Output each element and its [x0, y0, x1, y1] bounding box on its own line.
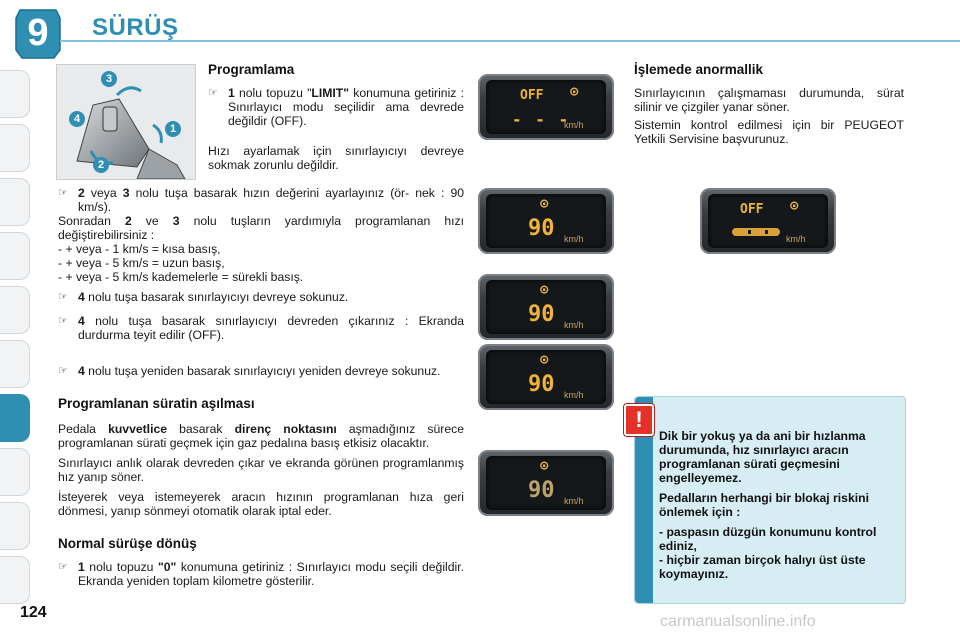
text-bold: kuvvetlice: [108, 422, 168, 436]
display-dashes: - - -: [512, 110, 571, 129]
key-number: 4: [78, 314, 85, 328]
display-unit: km/h: [564, 390, 584, 400]
callout-3: 3: [101, 71, 117, 87]
section-programlama: [208, 62, 464, 172]
bullet-devreden: [58, 314, 464, 342]
display-speed: 90: [528, 302, 555, 327]
key-number: 3: [122, 186, 130, 200]
warning-item: - paspasın düzgün konumunu kontrol ediniz,: [659, 525, 877, 553]
key-number: 4: [78, 290, 85, 304]
display-off-label: OFF: [520, 88, 544, 103]
chapter-number: 9: [27, 12, 49, 54]
pointing-hand-icon: ☞: [58, 187, 68, 199]
section-tab-5[interactable]: [0, 286, 30, 334]
display-fault: [700, 188, 836, 254]
text: Sonradan: [58, 214, 125, 228]
display-90-b: [478, 274, 614, 340]
para-asilmasi-1: [58, 422, 464, 450]
pointing-hand-icon: ☞: [58, 561, 68, 573]
display-unit: km/h: [564, 234, 584, 244]
display-speed-flashing: 90: [528, 478, 555, 503]
section-tab-8[interactable]: [0, 448, 30, 496]
limiter-icon: ⊙: [540, 196, 549, 212]
left-column: [58, 186, 464, 588]
text: ve: [131, 214, 173, 228]
text: konumuna getiriniz : Sınırlayıcı modu seçili değildir. Ekranda yeniden toplam kilometre gösterilir.: [78, 560, 464, 588]
key-number: 1: [228, 86, 235, 100]
text: Pedala: [58, 422, 109, 436]
heading-anormallik: İşlemede anormallik: [634, 62, 764, 77]
key-number: 1: [78, 560, 85, 574]
display-screen: [708, 194, 828, 248]
limiter-icon: ⊙: [540, 352, 549, 368]
display-90-a: [478, 188, 614, 254]
display-90-flashing: [478, 450, 614, 516]
limiter-icon: ⊙: [540, 282, 549, 298]
pointing-hand-icon: ☞: [58, 291, 68, 303]
display-fault-dashes: [732, 228, 780, 236]
key-number: 4: [78, 364, 85, 378]
para-anormallik-2: Sistemin kontrol edilmesi için bir PEUGEOT Yetkili Servisine başvurunuz.: [634, 118, 904, 146]
pointing-hand-icon: ☞: [58, 315, 68, 327]
section-tab-3[interactable]: [0, 178, 30, 226]
text: nolu tuşa yeniden basarak sınırlayıcıyı yeniden devreye sokunuz.: [84, 364, 441, 378]
limiter-icon: ⊙: [570, 84, 579, 100]
section-tab-7-active[interactable]: [0, 394, 30, 442]
para-programlama: Hızı ayarlamak için sınırlayıcıyı devreye sokmak zorunlu değildir.: [208, 144, 464, 172]
heading-programlama: Programlama: [208, 62, 295, 77]
display-off-label: OFF: [740, 202, 764, 217]
display-speed: 90: [528, 372, 555, 397]
text: nolu topuzu ": [234, 86, 312, 100]
text-bold: "0": [157, 560, 177, 574]
text-bold: LIMIT": [311, 86, 350, 100]
warning-para-1: Dik bir yokuş ya da ani bir hızlanma durumunda, hız sınırlayıcı aracın programlanan sürati geçmesini engelleyemez.: [659, 429, 866, 485]
para-asilmasi-2: Sınırlayıcı anlık olarak devreden çıkar ve ekranda görünen programlanmış hız yanıp söner.: [58, 456, 464, 484]
bullet-programlama-1: [208, 86, 464, 128]
callout-2: 2: [93, 157, 109, 173]
bullet-devreye: [58, 290, 464, 304]
text: nolu tuşa basarak sınırlayıcıyı devreden çıkarınız : Ekranda durdurma teyit edilir (OFF).: [78, 314, 464, 342]
warning-item: - hiçbir zaman birçok halıyı üst üste koymayınız.: [659, 553, 866, 581]
page-number: 124: [20, 604, 47, 621]
limiter-icon: ⊙: [540, 458, 549, 474]
display-off: [478, 74, 614, 140]
text: nolu tuşa basarak sınırlayıcıyı devreye sokunuz.: [84, 290, 349, 304]
para-asilmasi-3: İsteyerek veya istemeyerek aracın hızının programlanan hıza geri dönmesi, yanıp sönmeyi otomatik olarak iptal eder.: [58, 490, 464, 518]
section-tab-4[interactable]: [0, 232, 30, 280]
warning-box: [634, 396, 906, 604]
section-anormallik: [634, 62, 904, 146]
warning-icon: !: [624, 404, 654, 436]
header-rule: [60, 40, 960, 42]
chapter-badge: [14, 8, 62, 60]
warning-text: [659, 429, 897, 581]
display-unit: km/h: [564, 120, 584, 130]
text-bold: direnç noktasını: [234, 422, 337, 436]
watermark: carmanualsonline.info: [660, 613, 816, 630]
pointing-hand-icon: ☞: [208, 87, 218, 99]
section-tab-2[interactable]: [0, 124, 30, 172]
text: basarak: [167, 422, 235, 436]
text: nolu tuşların yardımıyla programlanan hızı değiştirebilirsiniz :: [58, 214, 464, 242]
list-item: - + veya - 1 km/s = kısa basış,: [58, 242, 221, 256]
text: nolu tuşa basarak hızın değerini ayarlayınız (ör- nek : 90 km/s).: [78, 186, 464, 214]
page-title: SÜRÜŞ: [92, 14, 179, 41]
callout-4: 4: [69, 111, 85, 127]
display-unit: km/h: [564, 320, 584, 330]
bullet-ayar: [58, 186, 464, 214]
bullet-normal: [58, 560, 464, 588]
para-sonradan: [58, 214, 464, 242]
limiter-icon: ⊙: [790, 198, 799, 214]
key-number: 2: [124, 214, 132, 228]
text: konumuna getiriniz : Sınırlayıcı modu seçilidir ama devrede değildir (OFF).: [228, 86, 464, 128]
heading-asilmasi: Programlanan süratin aşılması: [58, 396, 255, 411]
warning-para-2: Pedalların herhangi bir blokaj riskini önlemek için :: [659, 491, 869, 519]
display-unit: km/h: [786, 234, 806, 244]
list-item: - + veya - 5 km/s = uzun basış,: [58, 256, 225, 270]
key-number: 3: [172, 214, 180, 228]
text: veya: [84, 186, 123, 200]
para-anormallik-1: Sınırlayıcının çalışmaması durumunda, sürat silinir ve çizgiler yanar söner.: [634, 86, 904, 114]
section-tab-1[interactable]: [0, 70, 30, 118]
section-tab-6[interactable]: [0, 340, 30, 388]
display-unit: km/h: [564, 496, 584, 506]
callout-1: 1: [165, 121, 181, 137]
heading-normal: Normal sürüşe dönüş: [58, 536, 197, 551]
display-speed: 90: [528, 216, 555, 241]
section-tab-9[interactable]: [0, 502, 30, 550]
text: nolu topuzu: [84, 560, 158, 574]
bullet-yeniden: [58, 364, 464, 378]
limiter-stalk-illustration: [56, 64, 196, 180]
key-number: 2: [78, 186, 85, 200]
section-tab-10[interactable]: [0, 556, 30, 604]
text: aşmadığınız sürece programlanan sürati geçmek için gaz pedalına basış etkisiz olacaktır.: [58, 422, 464, 450]
display-90-c: [478, 344, 614, 410]
list-item: - + veya - 5 km/s kademelerle = sürekli basış.: [58, 270, 304, 284]
pointing-hand-icon: ☞: [58, 365, 68, 377]
